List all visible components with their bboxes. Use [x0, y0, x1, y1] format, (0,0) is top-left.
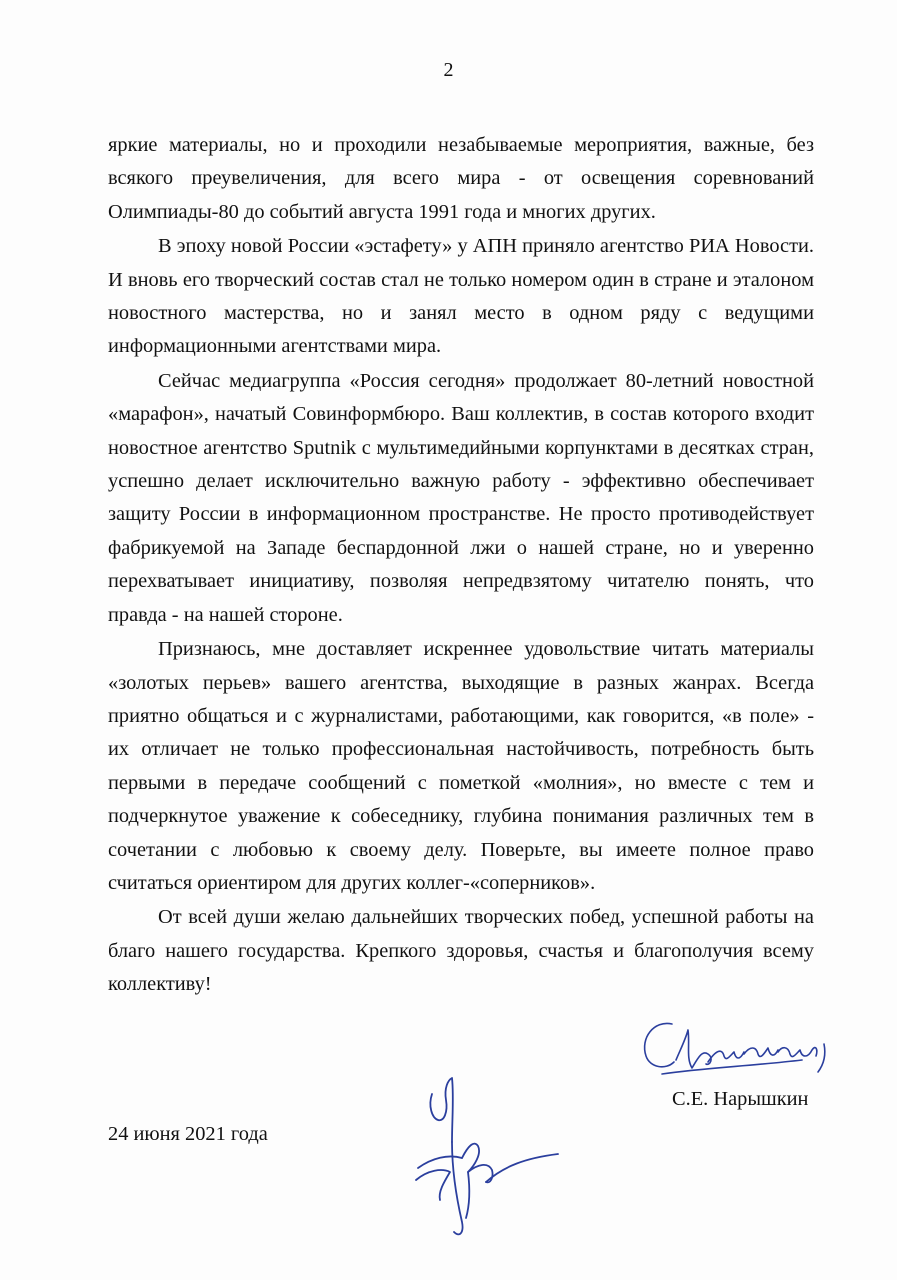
paragraph-5: От всей души желаю дальнейших творческих побед, успешной работы на благо нашего государства. Крепкого здоровья, счастья и благополучия всему коллективу! [108, 906, 814, 996]
paragraph-3: Сейчас медиагруппа «Россия сегодня» продолжает 80-летний новостной «марафон», начатый Совинформбюро. Ваш коллектив, в состав которого входит новостное агентство Sputnik с мультимедийными корпунктами в десятках стран, успешно делает исключительно важную работу - эффективно обеспечивает защиту России в информационном пространстве. Не просто противодействует фабрикуемой на Западе беспардонной лжи о нашей стране, но и уверенно перехватывает инициативу, позволяя непредвзятому читателю понять, что правда - на нашей стороне. [108, 369, 814, 626]
paragraph-4: Признаюсь, мне доставляет искреннее удовольствие читать материалы «золотых перьев» вашего агентства, выходящие в разных жанрах. Всегда приятно общаться и с журналистами, работающими, как говорится, «в поле» - их отличает не только профессиональная настойчивость, потребность быть первыми в передаче сообщений с пометкой «молния», но вместе с тем и подчеркнутое уважение к собеседнику, глубина понимания различных тем в сочетании с любовью к своему делу. Поверьте, вы имеете полное право считаться ориентиром для других коллег-«соперников». [108, 638, 814, 894]
letter-body [108, 129, 814, 1002]
paragraph-2: В эпоху новой России «эстафету» у АПН приняло агентство РИА Новости. И вновь его творческий состав стал не только номером один в стране и эталоном новостного мастерства, но и занял место в одном ряду с ведущими информационными агентствами мира. [108, 235, 814, 358]
signature [408, 1072, 568, 1242]
signer-name: С.Е. Нарышкин [672, 1088, 809, 1110]
page-number: 2 [443, 59, 454, 81]
paragraph-1: яркие материалы, но и проходили незабываемые мероприятия, важные, без всякого преувеличения, для всего мира - от освещения соревнований Олимпиады-80 до событий августа 1991 года и многих других. [108, 134, 814, 223]
letter-date: 24 июня 2021 года [108, 1123, 268, 1145]
handwritten-closing [632, 1010, 842, 1090]
